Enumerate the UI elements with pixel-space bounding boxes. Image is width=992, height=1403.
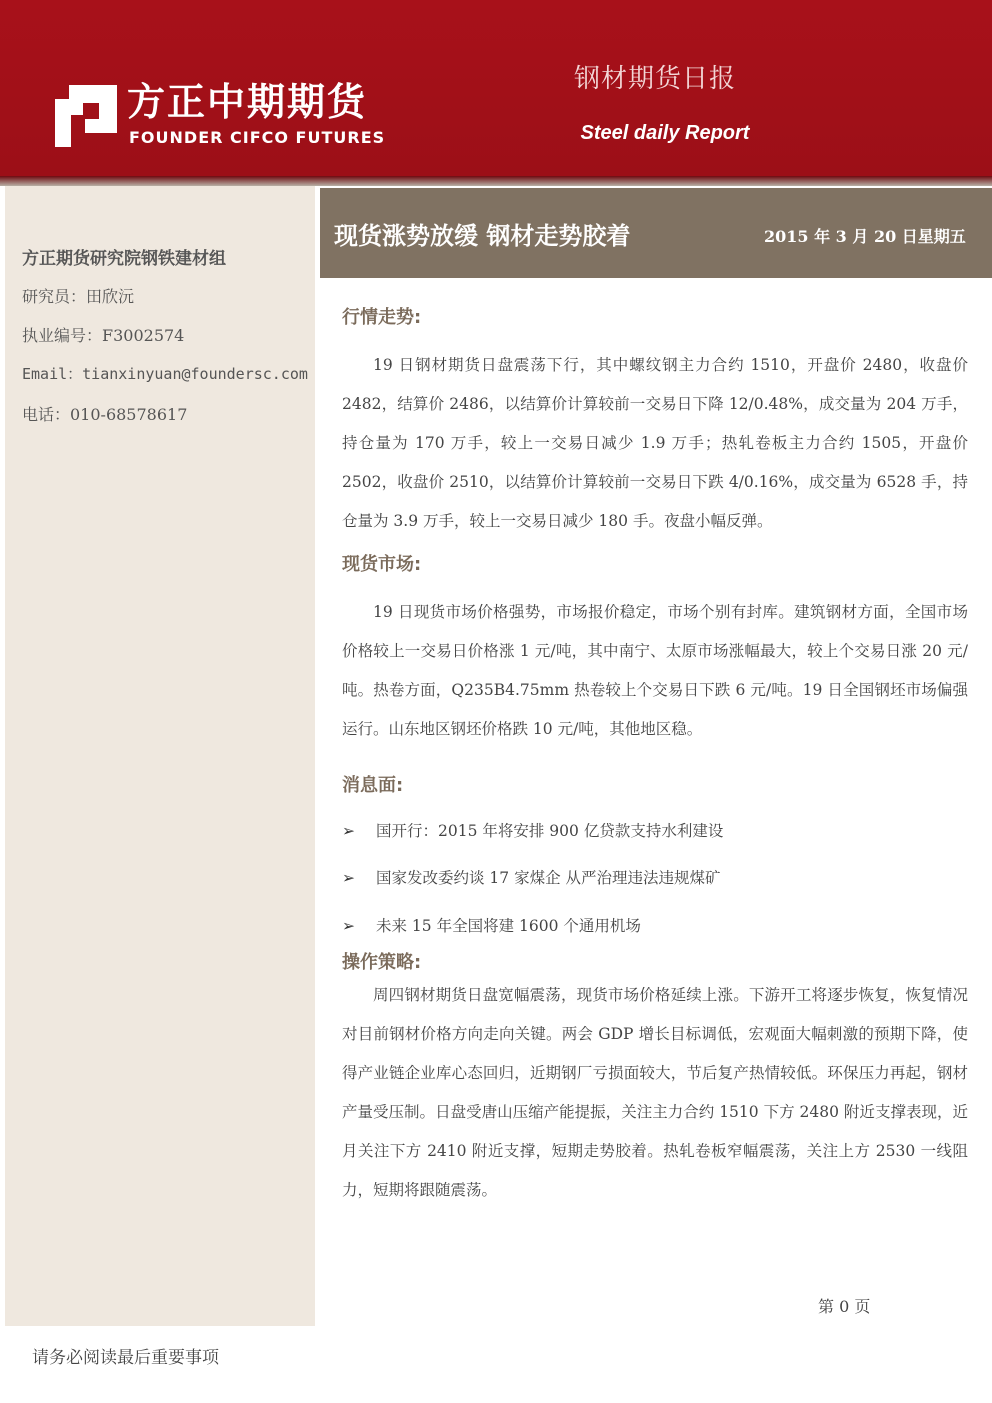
report-title-en: Steel daily Report bbox=[580, 122, 750, 144]
news-heading: 消息面: bbox=[342, 775, 404, 796]
report-date: 2015 年 3 月 20 日星期五 bbox=[764, 227, 966, 246]
researcher-name: 研究员：田欣沅 bbox=[22, 287, 135, 306]
founder-logo-icon bbox=[55, 85, 117, 147]
news-item: ➢ 国家发改委约谈 17 家煤企 从严治理违法违规煤矿 bbox=[342, 869, 721, 887]
author-sidebar bbox=[5, 186, 315, 1326]
header-divider bbox=[0, 176, 992, 186]
page-number: 第 0 页 bbox=[818, 1297, 871, 1316]
disclaimer-note: 请务必阅读最后重要事项 bbox=[32, 1348, 219, 1368]
news-item: ➢ 国开行：2015 年将安排 900 亿贷款支持水利建设 bbox=[342, 822, 724, 840]
strategy-paragraph: 周四钢材期货日盘宽幅震荡，现货市场价格延续上涨。下游开工将逐步恢复，恢复情况对目前钢材价格方向走向关键。两会 GDP 增长目标调低，宏观面大幅刺激的预期下降，使得产业链企业库心态回归，近期钢厂亏损面较大，节后复产热情较低。环保压力再起，钢材产量受压制。日盘受唐山压缩产能提振，关注主力合约 1510 下方 2480 附近支撑表现，近月关注下方 2410 附近支撑，短期走势胶着。热轧卷板窄幅震荡，关注上方 2530 一线阻力，短期将跟随震荡。 bbox=[342, 986, 968, 1199]
company-logo-en: FOUNDER CIFCO FUTURES bbox=[129, 128, 386, 147]
email-link[interactable]: Email：tianxinyuan@foundersc.com bbox=[22, 365, 308, 383]
news-item: ➢ 未来 15 年全国将建 1600 个通用机场 bbox=[342, 917, 641, 935]
company-logo-cn: 方正中期期货 bbox=[127, 80, 368, 124]
arrow-bullet-icon: ➢ bbox=[342, 869, 355, 887]
phone-number: 电话：010-68578617 bbox=[22, 405, 188, 424]
research-group: 方正期货研究院钢铁建材组 bbox=[22, 249, 226, 269]
market-heading: 行情走势: bbox=[342, 307, 422, 328]
market-paragraph: 19 日钢材期货日盘震荡下行，其中螺纹钢主力合约 1510，开盘价 2480，收盘价 2482，结算价 2486，以结算价计算较前一交易日下降 12/0.48%，成交量为 204 万手，持仓量为 170 万手，较上一交易日减少 1.9 万手；热轧卷板主力合约 1505，开盘价 2502，收盘价 2510，以结算价计算较前一交易日下跌 4/0.16%，成交量为 6528 手，持仓量为 3.9 万手，较上一交易日减少 180 手。夜盘小幅反弹。 bbox=[342, 356, 968, 530]
page-title: 现货涨势放缓 钢材走势胶着 bbox=[334, 222, 631, 250]
spot-paragraph: 19 日现货市场价格强势，市场报价稳定，市场个别有封库。建筑钢材方面，全国市场价格较上一交易日价格涨 1 元/吨，其中南宁、太原市场涨幅最大，较上个交易日涨 20 元/吨。热卷方面，Q235B4.75mm 热卷较上个交易日下跌 6 元/吨。19 日全国钢坯市场偏强运行。山东地区钢坯价格跌 10 元/吨，其他地区稳。 bbox=[342, 603, 968, 738]
license-number: 执业编号：F3002574 bbox=[22, 326, 185, 345]
spot-heading: 现货市场: bbox=[342, 554, 422, 575]
strategy-heading: 操作策略: bbox=[342, 952, 422, 973]
arrow-bullet-icon: ➢ bbox=[342, 917, 355, 935]
report-title-cn: 钢材期货日报 bbox=[573, 64, 736, 94]
arrow-bullet-icon: ➢ bbox=[342, 822, 355, 840]
